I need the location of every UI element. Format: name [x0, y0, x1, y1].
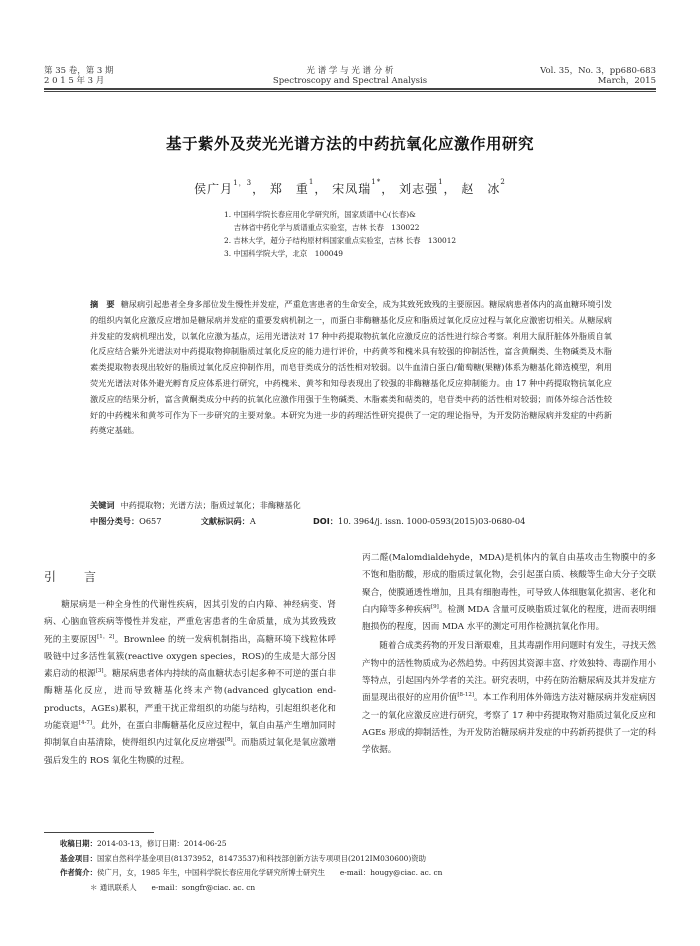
keywords [90, 500, 301, 511]
section-heading-introduction: 引 言 [44, 570, 105, 584]
affiliation-line: 2. 吉林大学，超分子结构原材料国家重点实验室，吉林 长春 130012 [224, 236, 457, 245]
header-volume-en [480, 66, 656, 86]
author-list [0, 180, 700, 197]
doc-code-label: 文献标识码： [200, 516, 250, 526]
author-2: 郑 重$^1$， [269, 178, 328, 196]
citation: [9] [431, 604, 439, 611]
fund-info: 基金项目：国家自然科学基金项目(81373952，81473537)和科技部创新方法专项项目(2012IM030600)资助 [60, 853, 427, 863]
doc-code-value: A [249, 516, 256, 526]
left-column [44, 597, 336, 770]
abstract-text: 糖尿病引起患者全身多部位发生慢性并发症，严重危害患者的生命安全，成为其致死致残的主要原因。糖尿病患者体内的高血糖环境引发的组织内氧化应激反应增加是糖尿病并发症的重要发病机制之一，而蛋白非酶糖基化反应和脂质过氧化反应过程与氧化应激密切相关。从糖尿病并发症的发病机理出发，以氧化应激为基点，运用光谱法对 17 种中药提取物抗氧化应激反应的活性进行综合考察。利用大鼠肝脏体外脂质自氧化反应结合紫外光谱法对中药提取物抑制脂质过氧化反应的能力进行评价，中药黄芩和槐米具有较强的抑制活性，富含黄酮类、生物碱类及木脂素类提取物表现出较好的脂质过氧化反应抑制作用，而皂苷类成分的活性相对较弱。以牛血清白蛋白/葡萄糖(果糖)体系为糖基化筛选模型，利用荧光光谱法对体外避光孵育反应体系进行研究，中药槐米、黄芩和知母表现出了较强的非酶糖基化反应抑制能力。由 17 种中药提取物抗氧化应激反应的结果分析，富含黄酮类成分中药的抗氧化应激作用强于生物碱类、木脂素类和萜类的，皂苷类中药的活性相对较弱；而体外综合活性较好的中药槐米和黄芩可作为下一步研究的主要对象。本研究为进一步的药理活性研究提供了一定的理论指导，为开发防治糖尿病并发症的中药新药奠定基础。 [90, 299, 612, 436]
header-volume [44, 66, 114, 86]
author-bio: 作者简介：侯广月，女，1985 年生，中国科学院长春应用化学研究所博士研究生 e-mail：hougy@ciac. ac. cn [60, 868, 443, 877]
header-volume-line: 第 35 卷，第 3 期 [44, 66, 114, 76]
received-date: 收稿日期：2014-03-13，修订日期：2014-06-25 [60, 839, 227, 848]
keywords-label: 关键词 [90, 500, 115, 510]
intro-paragraph-1: 糖尿病是一种全身性的代谢性疾病，因其引发的白内障、神经病变、肾病、心脑血管疾病等慢性并发症，严重危害患者的生命质量，成为其致残致死的主要原因[1，2]。Brownlee 的统一发病机制指出，高糖环境下线粒体呼吸链中过多活性氧簇(reactive oxygen species，ROS)的生成是大部分因素启动的根源[3]。糖尿病患者体内持续的高血糖状态引起多种不可逆的蛋白非酶糖基化反应，进而导致糖基化终末产物(advanced glycation end-products，AGEs)累积，严重干扰正常组织的功能与结构，引起组织老化和功能衰退[4-7]。此外，在蛋白非酶糖基化反应过程中，氧自由基产生增加同时抑制氧自由基清除，使得组织内过氧化反应增强[8]。而脂质过氧化是氧应激增强后发生的 ROS 氧化生物膜的过程。 [44, 600, 336, 766]
right-column [362, 550, 656, 760]
clc-label: 中图分类号： [90, 516, 140, 526]
doi-value: 10. 3964/j. issn. 1000-0593(2015)03-0680-04 [337, 516, 526, 526]
header-rule-thin [44, 91, 656, 92]
footnote-rule [44, 832, 154, 833]
citation: [4-7] [78, 720, 93, 727]
keywords-text: 中药提取物；光谱方法；脂质过氧化；非酶糖基化 [120, 500, 301, 510]
author-1: 侯广月$^{1,3}$， [194, 179, 266, 196]
author-5: 赵 冰$^2$ [461, 178, 506, 196]
header-date-line: 2 0 1 5 年 3 月 [44, 76, 105, 86]
author-4: 刘志强$^1$， [399, 178, 457, 196]
corresponding-author: ＊ 通讯联系人 e-mail：songfr@ciac. ac. cn [90, 882, 256, 892]
right-paragraph-2: 随着合成类药物的开发日渐艰难，且其毒副作用问题时有发生，寻找天然产物中的活性物质成为必然趋势。中药因其资源丰富、疗效独特、毒副作用小等特点，引起国内外学者的关注。研究表明，中药在防治糖尿病及其并发症方面显现出很好的应用价值[8-12]。本工作利用体外筛选方法对糖尿病并发症病因之一的氧化应激反应进行研究，考察了 17 种中药提取物对脂质过氧化反应和 AGEs 形成的抑制活性，为开发防治糖尿病并发症的中药新药提供了一定的科学依据。 [362, 641, 656, 756]
date-en-line: March，2015 [597, 76, 656, 86]
volume-en-line: Vol. 35，No. 3，pp680-683 [540, 66, 656, 76]
citation: [3] [95, 668, 104, 675]
classification [90, 516, 525, 527]
right-paragraph-1: 丙二醛(Malomdialdehyde，MDA)是机体内的氧自由基攻击生物膜中的多不饱和脂肪酸，形成的脂质过氧化物，会引起蛋白质、核酸等生命大分子交联聚合，使膜通透性增加，且具有细胞毒性，可导致人体细胞氧化损害、老化和白内障等多种疾病[9]。检测 MDA 含量可反映脂质过氧化的程度，进而表明细胞损伤的程度，因而 MDA 水平的测定可用作检测抗氧化作用。 [362, 553, 656, 633]
abstract [90, 297, 612, 439]
journal-name-cn: 光 谱 学 与 光 谱 分 析 [306, 66, 394, 76]
affiliations [224, 208, 554, 260]
abstract-label: 摘 要 [90, 299, 115, 309]
doi-label: DOI： [312, 516, 338, 526]
author-3: 宋凤瑞$^{1*}$， [332, 178, 395, 196]
clc-value: O657 [139, 516, 162, 526]
citation: [1，2] [97, 633, 115, 640]
citation: [8-12] [457, 692, 474, 699]
header-rule-thick [44, 88, 656, 90]
paper-title: 基于紫外及荧光光谱方法的中药抗氧化应激作用研究 [165, 135, 534, 153]
affiliation-line: 3. 中国科学院大学，北京 100049 [224, 249, 343, 258]
journal-name-en: Spectroscopy and Spectral Analysis [272, 76, 428, 86]
citation: [8] [224, 737, 233, 744]
affiliation-line: 1. 中国科学院长春应用化学研究所，国家质谱中心(长春)& [224, 210, 416, 219]
header-journal [200, 66, 500, 86]
affiliation-line: 吉林省中药化学与质谱重点实验室，吉林 长春 130022 [224, 223, 420, 232]
footnotes [60, 837, 660, 895]
